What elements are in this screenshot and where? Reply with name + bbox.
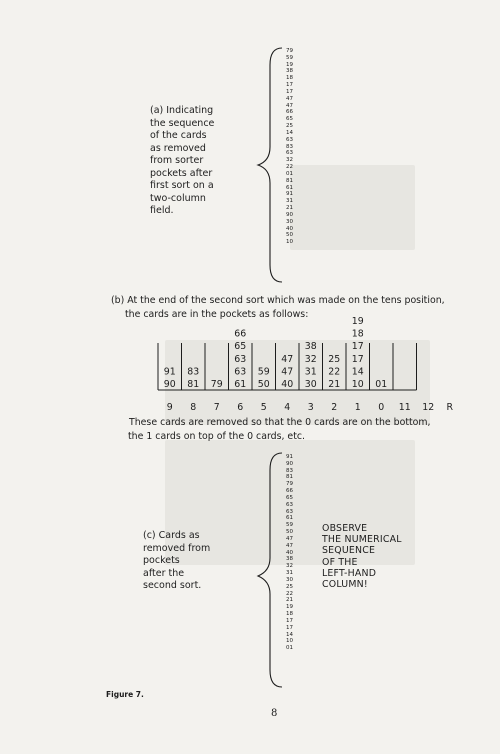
sequence-number: 66 bbox=[286, 109, 293, 116]
caption-line: from sorter bbox=[150, 155, 204, 166]
paragraph-line: the cards are in the pockets as follows: bbox=[125, 309, 309, 320]
sequence-number: 63 bbox=[286, 136, 293, 143]
sequence-number: 32 bbox=[286, 563, 293, 570]
sequence-number: 21 bbox=[286, 205, 293, 212]
pocket-label: 4 bbox=[284, 402, 291, 413]
caption-line: field. bbox=[150, 205, 174, 216]
figure-label: Figure 7. bbox=[106, 690, 144, 699]
sequence-number: 01 bbox=[286, 170, 293, 177]
page-number: 8 bbox=[271, 708, 278, 719]
brace-c bbox=[246, 450, 286, 690]
sequence-number: 83 bbox=[286, 143, 293, 150]
pocket-card: 90 bbox=[163, 379, 176, 390]
pocket-card: 59 bbox=[257, 366, 270, 378]
observe-line: COLUMN! bbox=[322, 579, 368, 591]
sequence-number: 63 bbox=[286, 508, 293, 515]
sequence-number: 19 bbox=[286, 604, 293, 611]
caption-line: of the cards bbox=[150, 130, 207, 141]
caption-line: second sort. bbox=[143, 580, 202, 591]
sequence-number: 19 bbox=[286, 61, 293, 68]
sequence-number: 91 bbox=[286, 191, 293, 198]
sequence-number: 38 bbox=[286, 556, 293, 563]
observe-line: SEQUENCE bbox=[322, 545, 376, 557]
caption-line: pockets after bbox=[150, 167, 213, 179]
sequence-number: 47 bbox=[286, 535, 293, 542]
sequence-number: 47 bbox=[286, 102, 293, 109]
pocket-card: 50 bbox=[257, 379, 270, 390]
caption-line: first sort on a bbox=[150, 180, 214, 191]
pocket-label: 6 bbox=[237, 402, 244, 413]
sequence-number: 10 bbox=[286, 239, 293, 246]
caption-line: as removed bbox=[150, 142, 206, 154]
sequence-number: 50 bbox=[286, 232, 293, 239]
caption-line: after the bbox=[143, 567, 185, 579]
sequence-number: 81 bbox=[286, 177, 293, 184]
pocket-card: 81 bbox=[187, 379, 200, 390]
caption-line: pockets bbox=[143, 555, 180, 566]
sequence-number: 90 bbox=[286, 211, 293, 218]
sequence-number: 59 bbox=[286, 522, 293, 529]
pocket-label: 2 bbox=[331, 402, 338, 413]
sequence-number: 31 bbox=[286, 570, 293, 577]
pocket-card: 63 bbox=[234, 366, 247, 378]
sequence-number: 65 bbox=[286, 494, 293, 501]
caption-c bbox=[143, 530, 210, 593]
pocket-label: 8 bbox=[190, 402, 197, 413]
sequence-number: 83 bbox=[286, 467, 293, 474]
pocket-label: R bbox=[446, 402, 454, 413]
observe-line: THE NUMERICAL bbox=[322, 534, 402, 546]
sequence-number: 18 bbox=[286, 611, 293, 618]
sequence-number: 91 bbox=[286, 454, 293, 460]
pocket-label: 9 bbox=[166, 402, 173, 413]
sequence-number: 18 bbox=[286, 75, 293, 82]
observe-line: OBSERVE bbox=[322, 523, 368, 534]
sequence-number: 79 bbox=[286, 48, 293, 54]
sequence-number: 30 bbox=[286, 576, 293, 583]
caption-line: (c) Cards as bbox=[143, 530, 200, 541]
pocket-card: 30 bbox=[304, 379, 317, 390]
pocket-label: 7 bbox=[213, 402, 220, 413]
sequence-number: 14 bbox=[286, 129, 293, 136]
pocket-card: 47 bbox=[281, 366, 294, 378]
sequence-number: 40 bbox=[286, 549, 293, 556]
pocket-card: 91 bbox=[163, 366, 176, 378]
pocket-card: 22 bbox=[328, 366, 341, 378]
sequence-number: 17 bbox=[286, 617, 293, 624]
sequence-number: 14 bbox=[286, 631, 293, 638]
observe-note bbox=[322, 523, 402, 590]
after-b bbox=[129, 416, 431, 444]
sequence-number: 59 bbox=[286, 54, 293, 61]
pocket-card: 47 bbox=[281, 353, 294, 365]
pocket-card: 40 bbox=[281, 379, 294, 390]
sequence-number: 22 bbox=[286, 164, 293, 171]
sequence-number: 47 bbox=[286, 542, 293, 549]
observe-line: LEFT-HAND bbox=[322, 567, 377, 579]
sequence-number: 61 bbox=[286, 515, 293, 522]
sequence-number: 25 bbox=[286, 123, 293, 130]
sequence-number: 65 bbox=[286, 116, 293, 123]
sequence-number: 50 bbox=[286, 529, 293, 536]
caption-line: two-column bbox=[150, 192, 206, 204]
sequence-number: 63 bbox=[286, 150, 293, 157]
pocket-card: 66 bbox=[234, 328, 247, 340]
pocket-card: 65 bbox=[234, 341, 247, 353]
pocket-label: 3 bbox=[307, 402, 314, 413]
pocket-card: 79 bbox=[210, 379, 223, 390]
pocket-label: 12 bbox=[422, 402, 435, 413]
sequence-c bbox=[286, 454, 293, 652]
caption-line: (a) Indicating bbox=[150, 105, 214, 116]
sequence-number: 90 bbox=[286, 460, 293, 467]
sequence-number: 79 bbox=[286, 481, 293, 488]
pocket-label: 1 bbox=[354, 402, 361, 413]
observe-line: OF THE bbox=[322, 556, 358, 568]
sequence-number: 31 bbox=[286, 198, 293, 205]
pocket-card: 18 bbox=[351, 328, 364, 340]
pocket-card: 10 bbox=[351, 379, 364, 390]
pocket-card: 31 bbox=[304, 366, 317, 378]
pocket-card: 61 bbox=[234, 379, 247, 390]
pocket-card: 17 bbox=[351, 353, 364, 365]
pocket-card: 38 bbox=[304, 341, 317, 353]
sequence-number: 22 bbox=[286, 590, 293, 597]
sequence-number: 63 bbox=[286, 501, 293, 508]
sequence-number: 38 bbox=[286, 68, 293, 75]
sequence-number: 17 bbox=[286, 624, 293, 631]
pocket-card: 14 bbox=[351, 366, 364, 378]
pocket-card: 17 bbox=[351, 341, 364, 353]
pocket-label: 11 bbox=[398, 402, 411, 413]
sequence-number: 17 bbox=[286, 88, 293, 95]
sequence-number: 01 bbox=[286, 645, 293, 652]
pocket-card: 63 bbox=[234, 353, 247, 365]
sequence-number: 25 bbox=[286, 583, 293, 590]
paragraph-line: (b) At the end of the second sort which was made on the tens position, bbox=[111, 295, 445, 306]
pocket-label: 0 bbox=[378, 402, 385, 413]
paragraph-line: the 1 cards on top of the 0 cards, etc. bbox=[128, 431, 306, 442]
sequence-number: 47 bbox=[286, 95, 293, 102]
caption-line: the sequence bbox=[150, 117, 215, 129]
sequence-number: 30 bbox=[286, 218, 293, 225]
pocket-label: 5 bbox=[260, 402, 267, 413]
pocket-card: 01 bbox=[375, 379, 388, 390]
paragraph-line: These cards are removed so that the 0 cards are on the bottom, bbox=[129, 417, 431, 428]
sequence-number: 32 bbox=[286, 157, 293, 164]
pocket-card: 32 bbox=[304, 353, 317, 365]
sequence-number: 66 bbox=[286, 488, 293, 495]
pocket-card: 25 bbox=[328, 353, 341, 365]
caption-line: removed from bbox=[143, 542, 211, 554]
sequence-number: 81 bbox=[286, 474, 293, 481]
pocket-card: 19 bbox=[351, 316, 364, 327]
sequence-number: 21 bbox=[286, 597, 293, 604]
sequence-number: 10 bbox=[286, 638, 293, 645]
sequence-number: 17 bbox=[286, 82, 293, 89]
sequence-number: 61 bbox=[286, 184, 293, 191]
sequence-number: 40 bbox=[286, 225, 293, 232]
pocket-card: 21 bbox=[328, 379, 341, 390]
pocket-card: 83 bbox=[187, 366, 200, 378]
